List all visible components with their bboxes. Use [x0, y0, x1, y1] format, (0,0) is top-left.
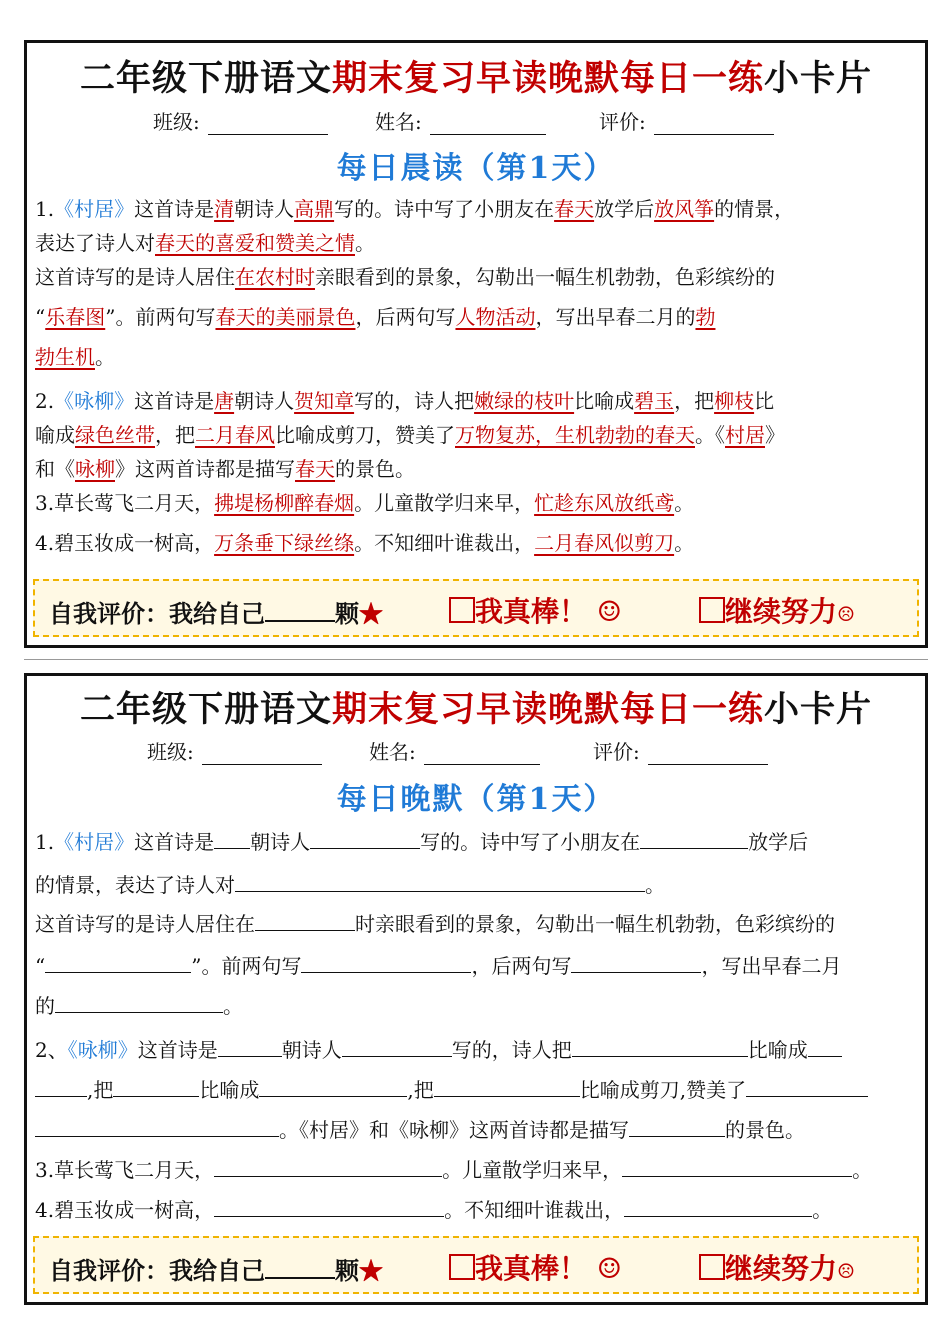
question-text: 比喻成剪刀,赞美了 — [579, 1078, 747, 1102]
answer-blank[interactable] — [255, 910, 355, 931]
question-text: 放学后 — [594, 197, 655, 221]
grade-blank[interactable] — [654, 112, 774, 135]
answer-blank[interactable] — [35, 1076, 87, 1097]
question-2-line-1 — [35, 1036, 917, 1064]
question-text: 这首诗是 — [134, 830, 215, 854]
star-icon: ★ — [359, 599, 383, 628]
answer-blank[interactable] — [214, 828, 250, 849]
answer-blank[interactable] — [746, 1076, 868, 1097]
question-text: ，后两句写 — [471, 954, 572, 978]
class-field[interactable]: 班级: — [147, 736, 322, 765]
grade-blank[interactable] — [648, 742, 768, 765]
answer-text: 二月春风似剪刀 — [534, 531, 675, 555]
question-text: 和《 — [35, 457, 75, 481]
answer-blank[interactable] — [113, 1076, 199, 1097]
question-1-line-3 — [35, 910, 917, 938]
poem-title: 《村居》 — [54, 830, 135, 854]
question-text: “ — [35, 305, 46, 329]
question-text: 写的。诗中写了小朋友在 — [334, 197, 555, 221]
question-text: 朝诗人 — [281, 1038, 342, 1062]
question-text: 2. — [35, 389, 55, 413]
answer-blank[interactable] — [640, 828, 748, 849]
great-job-option[interactable]: 我真棒！ ☺ — [449, 590, 622, 630]
question-text: ”。前两句写 — [191, 954, 302, 978]
question-1-line-5 — [35, 992, 917, 1020]
name-blank[interactable] — [424, 742, 540, 765]
answer-blank[interactable] — [214, 1196, 444, 1217]
question-text: 写的。诗中写了小朋友在 — [420, 830, 641, 854]
answer-blank[interactable] — [259, 1076, 407, 1097]
question-1-line-1 — [35, 195, 917, 223]
question-text: 。 — [674, 531, 695, 555]
answer-text: 嫩绿的枝叶 — [474, 389, 575, 413]
answer-text: 柳枝 — [714, 389, 755, 413]
answer-text: 忙趁东风放纸鸢 — [534, 491, 675, 515]
question-text: 。不知细叶谁裁出， — [444, 1198, 625, 1222]
answer-blank[interactable] — [45, 952, 191, 973]
question-text: ，后两句写 — [355, 305, 456, 329]
keep-trying-option[interactable]: 继续努力☹ — [699, 1247, 855, 1287]
answer-text: 万条垂下绿丝绦 — [214, 531, 355, 555]
answer-text: 春天的喜爱和赞美之情 — [155, 231, 355, 255]
card-title: 二年级下册语文期末复习早读晚默每日一练小卡片 — [79, 59, 873, 99]
smile-icon: ☺ — [596, 1252, 622, 1285]
answer-text: 乐春图 — [45, 305, 106, 329]
question-text: 。儿童散学归来早， — [442, 1158, 623, 1182]
answer-text: 放风筝 — [654, 197, 715, 221]
self-evaluation-box: 自我评价：我给自己 颗★ 我真棒！ ☺ 继续努力☹ — [33, 1236, 919, 1294]
answer-blank[interactable] — [310, 828, 420, 849]
star-icon: ★ — [359, 1256, 383, 1285]
question-text: 朝诗人 — [234, 389, 295, 413]
question-text: ,把 — [407, 1078, 434, 1102]
morning-reading-card — [24, 40, 928, 648]
answer-text: 唐 — [214, 389, 235, 413]
question-1-line-3 — [35, 263, 917, 291]
frown-icon: ☹ — [837, 602, 855, 626]
question-text: 这首诗是 — [137, 1038, 218, 1062]
class-field[interactable]: 班级: — [153, 106, 328, 135]
question-text: 。 — [645, 873, 665, 897]
answer-text: 二月春风 — [195, 423, 275, 447]
star-count-blank[interactable] — [265, 598, 335, 622]
answer-text: 春天的美丽景色 — [215, 305, 356, 329]
answer-blank[interactable] — [218, 1036, 282, 1057]
answer-text: 勃生机 — [35, 345, 95, 369]
question-text: “ — [35, 954, 46, 978]
question-text: 比喻成 — [574, 389, 635, 413]
question-text: 。不知细叶谁裁出， — [354, 531, 535, 555]
poem-title: 《村居》 — [54, 197, 135, 221]
great-job-checkbox[interactable] — [449, 597, 475, 623]
answer-blank[interactable] — [629, 1116, 725, 1137]
question-1-line-5 — [35, 343, 917, 371]
section-subtitle: 每日晨读（第1天） — [336, 151, 616, 186]
question-text: 这首诗是 — [134, 197, 215, 221]
question-text: 比喻成 — [199, 1078, 260, 1102]
card-separator — [24, 659, 928, 660]
question-text: 这首诗写的是诗人居住在 — [35, 912, 255, 936]
question-text: 。 — [355, 231, 375, 255]
question-2-line-3 — [35, 455, 917, 483]
star-count-blank[interactable] — [265, 1255, 335, 1279]
question-text: 朝诗人 — [250, 830, 311, 854]
question-4-line — [35, 1196, 917, 1224]
question-text: 表达了诗人对 — [35, 231, 155, 255]
answer-blank[interactable] — [35, 1116, 279, 1137]
question-2-line-3 — [35, 1116, 917, 1144]
question-text: ,把 — [87, 1078, 114, 1102]
question-text: 比喻成 — [747, 1038, 808, 1062]
question-text: 》这两首诗都是描写 — [115, 457, 295, 481]
answer-text: 咏柳 — [75, 457, 115, 481]
answer-text: 春天 — [554, 197, 595, 221]
answer-blank[interactable] — [622, 1156, 852, 1177]
answer-text: 清 — [214, 197, 235, 221]
answer-text: 绿色丝带 — [75, 423, 155, 447]
answer-text: 贺知章 — [294, 389, 355, 413]
answer-text: 勃 — [695, 305, 716, 329]
question-text: 。 — [95, 345, 115, 369]
question-text: 的情景，表达了诗人对 — [35, 873, 235, 897]
question-text: 1. — [35, 830, 55, 854]
question-text: 1. — [35, 197, 55, 221]
question-text: 。 — [674, 491, 695, 515]
question-text: 这首诗是 — [134, 389, 215, 413]
answer-blank[interactable] — [572, 1036, 748, 1057]
answer-blank[interactable] — [342, 1036, 452, 1057]
question-text: 写的，诗人把 — [354, 389, 475, 413]
answer-text: 村居 — [725, 423, 765, 447]
answer-blank[interactable] — [235, 871, 645, 892]
grade-field[interactable]: 评价: — [593, 736, 768, 765]
question-text: 比喻成剪刀，赞美了 — [275, 423, 455, 447]
question-text: 4.碧玉妆成一树高， — [35, 531, 215, 555]
answer-text: 拂堤杨柳醉春烟 — [214, 491, 355, 515]
keep-trying-option[interactable]: 继续努力☹ — [699, 590, 855, 630]
question-3-line — [35, 1156, 917, 1184]
great-job-checkbox[interactable] — [449, 1254, 475, 1280]
section-subtitle: 每日晚默（第1天） — [336, 782, 616, 817]
grade-field[interactable]: 评价: — [599, 106, 774, 135]
evening-dictation-card — [24, 673, 928, 1305]
question-text: 这首诗写的是诗人居住 — [35, 265, 235, 289]
poem-title: 《咏柳》 — [67, 1038, 138, 1062]
question-text: 的景色。 — [725, 1118, 805, 1142]
question-2-line-2 — [35, 1076, 917, 1104]
self-evaluation-box: 自我评价：我给自己 颗★ 我真棒！ ☺ 继续努力☹ — [33, 579, 919, 637]
question-text: 朝诗人 — [234, 197, 295, 221]
question-text: ，把 — [155, 423, 195, 447]
class-blank[interactable] — [208, 112, 328, 135]
question-3-line — [35, 489, 917, 517]
class-blank[interactable] — [202, 742, 322, 765]
question-text: 。 — [852, 1158, 873, 1182]
name-field[interactable]: 姓名: — [369, 736, 540, 765]
answer-blank[interactable] — [808, 1036, 842, 1057]
question-text: 时亲眼看到的景象，勾勒出一幅生机勃勃，色彩缤纷的 — [355, 912, 835, 936]
question-text: ，把 — [674, 389, 715, 413]
question-text: ，写出早春二月 — [701, 954, 842, 978]
question-text: 。《村居》和《咏柳》这两首诗都是描写 — [279, 1118, 629, 1142]
answer-blank[interactable] — [301, 952, 471, 973]
question-text: 4.碧玉妆成一树高， — [35, 1198, 215, 1222]
answer-blank[interactable] — [214, 1156, 442, 1177]
answer-text: 人物活动 — [455, 305, 536, 329]
frown-icon: ☹ — [837, 1259, 855, 1283]
answer-blank[interactable] — [624, 1196, 812, 1217]
question-text: 亲眼看到的景象，勾勒出一幅生机勃勃，色彩缤纷的 — [315, 265, 775, 289]
answer-blank[interactable] — [571, 952, 701, 973]
question-2-line-1 — [35, 387, 917, 415]
question-1-line-1 — [35, 828, 917, 856]
name-field[interactable]: 姓名: — [375, 106, 546, 135]
keep-trying-checkbox[interactable] — [699, 597, 725, 623]
name-blank[interactable] — [430, 112, 546, 135]
answer-text: 在农村时 — [235, 265, 315, 289]
answer-blank[interactable] — [434, 1076, 580, 1097]
question-text: 的情景， — [714, 197, 795, 221]
question-1-line-4 — [35, 303, 917, 331]
question-1-line-2 — [35, 229, 917, 257]
question-text: 放学后 — [748, 830, 809, 854]
question-4-line — [35, 529, 917, 557]
question-text: 。 — [223, 994, 243, 1018]
question-text: 的景色。 — [335, 457, 415, 481]
question-2-line-2 — [35, 421, 917, 449]
answer-blank[interactable] — [55, 992, 223, 1013]
keep-trying-checkbox[interactable] — [699, 1254, 725, 1280]
question-text: 3.草长莺飞二月天， — [35, 1158, 215, 1182]
card-title: 二年级下册语文期末复习早读晚默每日一练小卡片 — [79, 690, 873, 730]
question-1-line-2 — [35, 871, 917, 899]
question-text: 》 — [765, 423, 785, 447]
question-text: 2、 — [35, 1038, 68, 1062]
great-job-option[interactable]: 我真棒！ ☺ — [449, 1247, 622, 1287]
answer-text: 碧玉 — [634, 389, 675, 413]
question-text: 。儿童散学归来早， — [354, 491, 535, 515]
question-text: 写的，诗人把 — [451, 1038, 572, 1062]
question-text: 3.草长莺飞二月天， — [35, 491, 215, 515]
question-text: 喻成 — [35, 423, 75, 447]
question-text: 。《 — [695, 423, 725, 447]
answer-text: 春天 — [295, 457, 335, 481]
question-1-line-4 — [35, 952, 917, 980]
question-text: ”。前两句写 — [105, 305, 216, 329]
poem-title: 《咏柳》 — [54, 389, 135, 413]
question-text: 比 — [754, 389, 775, 413]
smile-icon: ☺ — [596, 595, 622, 628]
answer-text: 万物复苏，生机勃勃的春天 — [455, 423, 695, 447]
question-text: ，写出早春二月的 — [535, 305, 696, 329]
answer-text: 高鼎 — [294, 197, 335, 221]
question-text: 的 — [35, 994, 55, 1018]
question-text: 。 — [812, 1198, 833, 1222]
